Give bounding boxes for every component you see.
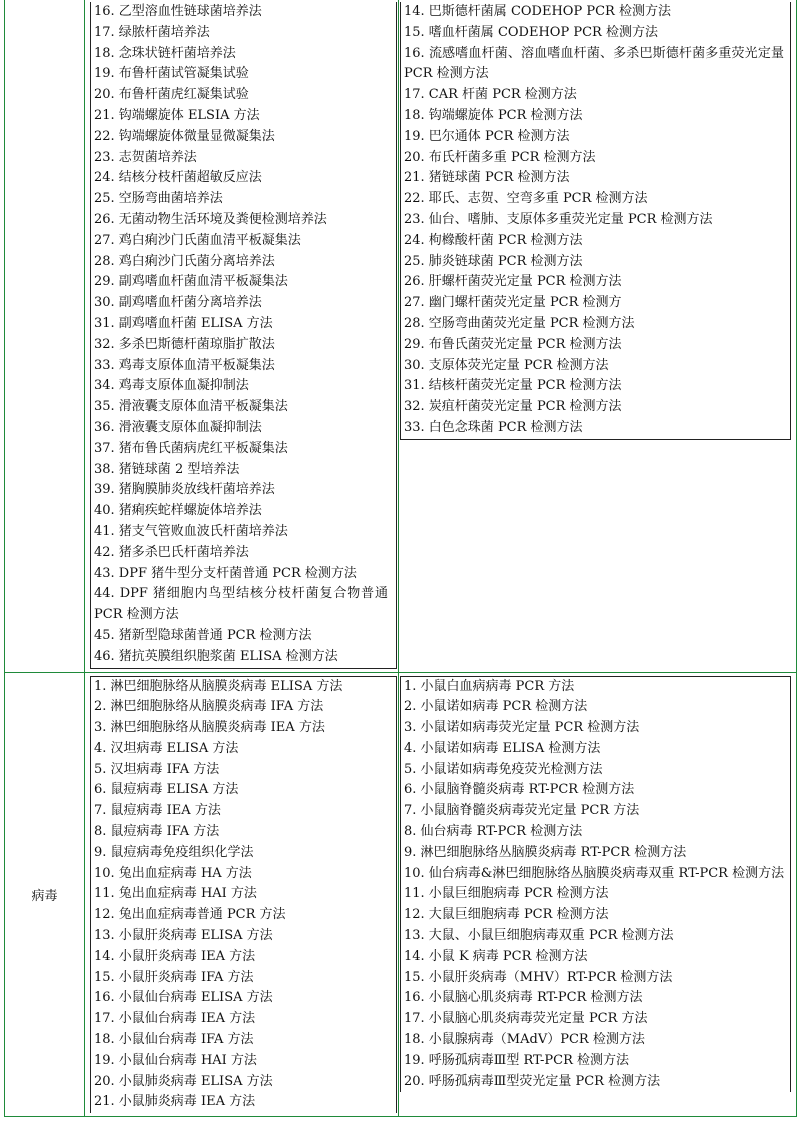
method-item: 16. 小鼠脑心肌炎病毒 RT-PCR 检测方法 xyxy=(404,990,643,1006)
method-item: 3. 小鼠诺如病毒荧光定量 PCR 检测方法 xyxy=(404,720,640,736)
method-item: 34. 鸡毒支原体血凝抑制法 xyxy=(94,378,249,394)
methods-table xyxy=(4,0,797,1117)
method-item: 19. 小鼠仙台病毒 HAI 方法 xyxy=(94,1052,257,1068)
method-item: 24. 结核分枝杆菌超敏反应法 xyxy=(94,170,262,186)
method-item: 21. 猪链球菌 PCR 检测方法 xyxy=(404,170,570,186)
method-item: 18. 小鼠仙台病毒 IFA 方法 xyxy=(94,1032,254,1048)
category-cell xyxy=(5,0,85,672)
method-item: 10. 兔出血症病毒 HA 方法 xyxy=(94,865,252,881)
method-item: 10. 仙台病毒&淋巴细胞脉络丛脑膜炎病毒双重 RT-PCR 检测方法 xyxy=(404,865,784,881)
method-item: 16. 乙型溶血性链球菌培养法 xyxy=(94,4,262,19)
right-method-column xyxy=(399,0,797,672)
method-item: 25. 肺炎链球菌 PCR 检测方法 xyxy=(404,253,583,269)
method-item: 4. 小鼠诺如病毒 ELISA 检测方法 xyxy=(404,740,601,756)
method-item: 26. 无菌动物生活环境及粪便检测培养法 xyxy=(94,211,327,227)
method-item: 25. 空肠弯曲菌培养法 xyxy=(94,191,223,207)
virus-section-row xyxy=(5,672,797,1117)
left-method-column xyxy=(85,0,399,672)
method-item: 23. 志贺菌培养法 xyxy=(94,149,197,165)
method-item: 1. 淋巴细胞脉络从脑膜炎病毒 ELISA 方法 xyxy=(94,678,343,694)
method-item: 33. 白色念珠菌 PCR 检测方法 xyxy=(404,419,583,435)
method-item: 14. 小鼠肝炎病毒 IEA 方法 xyxy=(94,948,256,964)
method-item: 44. DPF 猪细胞内鸟型结核分枝杆菌复合物普通 PCR 检测方法 xyxy=(94,586,388,623)
method-item: 32. 炭疽杆菌荧光定量 PCR 检测方法 xyxy=(404,399,622,415)
method-item: 17. 小鼠脑心肌炎病毒荧光定量 PCR 方法 xyxy=(404,1011,648,1027)
method-item: 18. 钩端螺旋体 PCR 检测方法 xyxy=(404,107,583,123)
method-item: 41. 猪支气管败血波氏杆菌培养法 xyxy=(94,523,288,539)
method-item: 20. 布鲁杆菌虎红凝集试验 xyxy=(94,87,249,103)
method-item: 6. 鼠痘病毒 ELISA 方法 xyxy=(94,782,239,798)
method-item: 14. 巴斯德杆菌属 CODEHOP PCR 检测方法 xyxy=(404,4,671,19)
method-item: 13. 大鼠、小鼠巨细胞病毒双重 PCR 检测方法 xyxy=(404,928,674,944)
method-item: 2. 小鼠诺如病毒 PCR 检测方法 xyxy=(404,699,588,715)
method-item: 11. 兔出血症病毒 HAI 方法 xyxy=(94,886,257,902)
method-item: 17. 小鼠仙台病毒 IEA 方法 xyxy=(94,1011,256,1027)
right-method-column xyxy=(399,672,797,1117)
method-item: 21. 小鼠肺炎病毒 IEA 方法 xyxy=(94,1094,256,1110)
method-item: 31. 副鸡嗜血杆菌 ELISA 方法 xyxy=(94,315,273,331)
method-item: 15. 嗜血杆菌属 CODEHOP PCR 检测方法 xyxy=(404,24,658,40)
method-item: 29. 布鲁氏菌荧光定量 PCR 检测方法 xyxy=(404,336,622,352)
method-list xyxy=(90,676,397,1114)
method-item: 19. 布鲁杆菌试管凝集试验 xyxy=(94,66,249,82)
method-item: 8. 鼠痘病毒 IFA 方法 xyxy=(94,824,220,840)
method-item: 9. 淋巴细胞脉络丛脑膜炎病毒 RT-PCR 检测方法 xyxy=(404,844,687,860)
method-item: 23. 仙台、嗜肺、支原体多重荧光定量 PCR 检测方法 xyxy=(404,211,713,227)
method-item: 33. 鸡毒支原体血清平板凝集法 xyxy=(94,357,275,373)
method-item: 18. 念珠状链杆菌培养法 xyxy=(94,45,236,61)
method-item: 16. 小鼠仙台病毒 ELISA 方法 xyxy=(94,990,273,1006)
method-list xyxy=(400,676,791,1093)
left-method-column xyxy=(85,672,399,1117)
method-item: 43. DPF 猪牛型分支杆菌普通 PCR 检测方法 xyxy=(94,565,357,581)
method-item: 24. 枸橼酸杆菌 PCR 检测方法 xyxy=(404,232,583,248)
method-item: 5. 汉坦病毒 IFA 方法 xyxy=(94,761,220,777)
method-item: 7. 小鼠脑脊髓炎病毒荧光定量 PCR 方法 xyxy=(404,803,640,819)
method-item: 37. 猪布鲁氏菌病虎红平板凝集法 xyxy=(94,440,288,456)
method-item: 35. 滑液囊支原体血清平板凝集法 xyxy=(94,399,288,415)
method-list xyxy=(400,2,791,440)
method-item: 30. 副鸡嗜血杆菌分离培养法 xyxy=(94,295,262,311)
method-item: 15. 小鼠肝炎病毒（MHV）RT-PCR 检测方法 xyxy=(404,969,673,985)
method-item: 22. 钩端螺旋体微量显微凝集法 xyxy=(94,128,275,144)
method-item: 16. 流感嗜血杆菌、溶血嗜血杆菌、多杀巴斯德杆菌多重荧光定量 PCR 检测方法 xyxy=(404,45,784,82)
method-item: 28. 空肠弯曲菌荧光定量 PCR 检测方法 xyxy=(404,315,635,331)
method-item: 38. 猪链球菌 2 型培养法 xyxy=(94,461,240,477)
method-item: 12. 兔出血症病毒普通 PCR 方法 xyxy=(94,907,286,923)
method-item: 36. 滑液囊支原体血凝抑制法 xyxy=(94,419,262,435)
method-list xyxy=(90,2,397,669)
method-item: 13. 小鼠肝炎病毒 ELISA 方法 xyxy=(94,928,273,944)
category-cell xyxy=(5,672,85,1117)
method-item: 6. 小鼠脑脊髓炎病毒 RT-PCR 检测方法 xyxy=(404,782,635,798)
method-item: 1. 小鼠白血病病毒 PCR 方法 xyxy=(404,678,575,694)
method-item: 27. 幽门螺杆菌荧光定量 PCR 检测方 xyxy=(404,295,622,311)
method-item: 42. 猪多杀巴氏杆菌培养法 xyxy=(94,544,249,560)
method-item: 40. 猪痢疾蛇样螺旋体培养法 xyxy=(94,503,262,519)
method-item: 19. 巴尔通体 PCR 检测方法 xyxy=(404,128,570,144)
method-item: 20. 布氏杆菌多重 PCR 检测方法 xyxy=(404,149,596,165)
method-item: 29. 副鸡嗜血杆菌血清平板凝集法 xyxy=(94,274,288,290)
method-item: 9. 鼠痘病毒免疫组织化学法 xyxy=(94,844,254,860)
bacteria-section-row xyxy=(5,0,797,672)
method-item: 32. 多杀巴斯德杆菌琼脂扩散法 xyxy=(94,336,275,352)
method-item: 45. 猪新型隐球菌普通 PCR 检测方法 xyxy=(94,627,312,643)
method-item: 30. 支原体荧光定量 PCR 检测方法 xyxy=(404,357,609,373)
category-label: 病毒 xyxy=(31,888,58,904)
method-item: 46. 猪抗英膜组织胞浆菌 ELISA 检测方法 xyxy=(94,648,338,664)
method-item: 31. 结核杆菌荧光定量 PCR 检测方法 xyxy=(404,378,622,394)
method-item: 2. 淋巴细胞脉络从脑膜炎病毒 IFA 方法 xyxy=(94,699,324,715)
method-item: 15. 小鼠肝炎病毒 IFA 方法 xyxy=(94,969,254,985)
method-item: 39. 猪胸膜肺炎放线杆菌培养法 xyxy=(94,482,275,498)
method-item: 8. 仙台病毒 RT-PCR 检测方法 xyxy=(404,824,583,840)
method-item: 12. 大鼠巨细胞病毒 PCR 检测方法 xyxy=(404,907,609,923)
method-item: 28. 鸡白痢沙门氏菌分离培养法 xyxy=(94,253,275,269)
method-item: 17. 绿脓杆菌培养法 xyxy=(94,24,210,40)
method-item: 5. 小鼠诺如病毒免疫荧光检测方法 xyxy=(404,761,603,777)
method-item: 3. 淋巴细胞脉络从脑膜炎病毒 IEA 方法 xyxy=(94,720,325,736)
method-item: 11. 小鼠巨细胞病毒 PCR 检测方法 xyxy=(404,886,609,902)
method-item: 14. 小鼠 K 病毒 PCR 检测方法 xyxy=(404,948,588,964)
method-item: 19. 呼肠孤病毒Ⅲ型 RT-PCR 检测方法 xyxy=(404,1052,630,1068)
method-item: 17. CAR 杆菌 PCR 检测方法 xyxy=(404,87,577,103)
method-item: 22. 耶氏、志贺、空弯多重 PCR 检测方法 xyxy=(404,191,648,207)
method-item: 21. 钩端螺旋体 ELSIA 方法 xyxy=(94,107,260,123)
method-item: 26. 肝螺杆菌荧光定量 PCR 检测方法 xyxy=(404,274,622,290)
method-item: 20. 呼肠孤病毒Ⅲ型荧光定量 PCR 检测方法 xyxy=(404,1073,661,1089)
method-item: 18. 小鼠腺病毒（MAdV）PCR 检测方法 xyxy=(404,1032,645,1048)
method-item: 4. 汉坦病毒 ELISA 方法 xyxy=(94,740,239,756)
method-item: 20. 小鼠肺炎病毒 ELISA 方法 xyxy=(94,1073,273,1089)
method-item: 7. 鼠痘病毒 IEA 方法 xyxy=(94,803,221,819)
method-item: 27. 鸡白痢沙门氏菌血清平板凝集法 xyxy=(94,232,301,248)
